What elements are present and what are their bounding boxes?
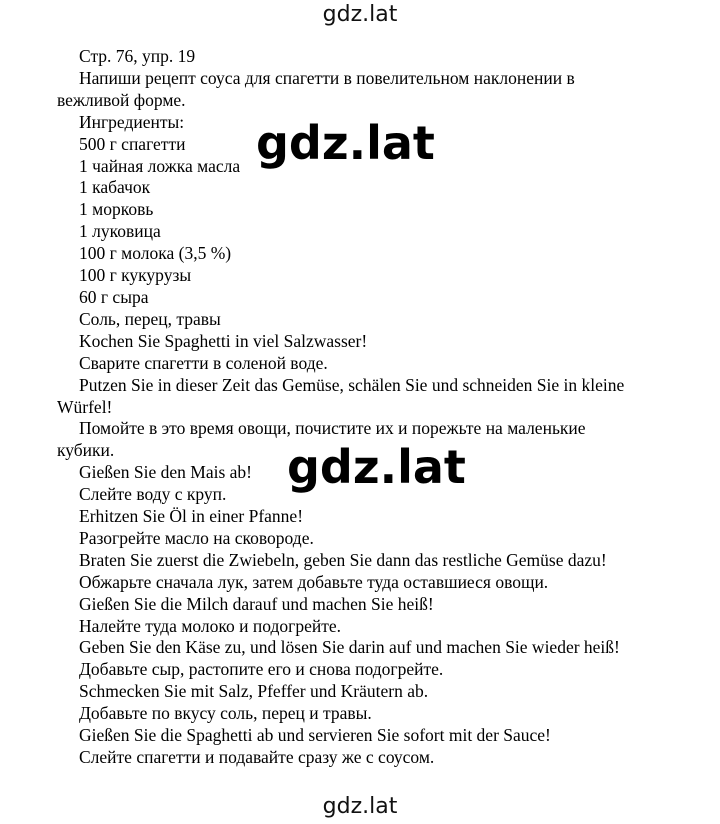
watermark-bottom: gdz.lat <box>322 794 398 819</box>
document-line: Würfel! <box>57 396 113 417</box>
document-line: Сварите спагетти в соленой воде. <box>79 352 328 373</box>
document-line: Добавьте сыр, растопите его и снова подогрейте. <box>79 659 444 680</box>
document-line: 100 г кукурузы <box>79 265 192 286</box>
document-line: 1 луковица <box>79 221 161 242</box>
document-line: Слейте воду с круп. <box>79 484 227 505</box>
document-line: Стр. 76, упр. 19 <box>79 46 196 66</box>
document-line: Gießen Sie die Spaghetti ab und servieren Sie sofort mit der Sauce! <box>79 725 551 746</box>
document-line: Geben Sie den Käse zu, und lösen Sie darin auf und machen Sie wieder heiß! <box>79 637 620 658</box>
document-line: 1 чайная ложка масла <box>79 155 241 176</box>
document-line: Ингредиенты: <box>79 111 185 132</box>
document-line: Gießen Sie den Mais ab! <box>79 462 253 483</box>
document-line: 100 г молока (3,5 %) <box>79 243 232 264</box>
document-line: Добавьте по вкусу соль, перец и травы. <box>79 703 372 724</box>
document-line: Kochen Sie Spaghetti in viel Salzwasser! <box>79 330 368 351</box>
document-line: Разогрейте масло на сковороде. <box>79 527 314 548</box>
document-line: 60 г сыра <box>79 286 149 307</box>
document-line: Налейте туда молоко и подогрейте. <box>79 615 341 636</box>
document-line: Gießen Sie die Milch darauf und machen Sie heiß! <box>79 593 434 614</box>
watermark-middle-1: gdz.lat <box>256 116 435 170</box>
document-line: 500 г спагетти <box>79 133 186 154</box>
document-line: 1 кабачок <box>79 177 151 198</box>
document-line: кубики. <box>57 440 115 461</box>
document-line: Обжарьте сначала лук, затем добавьте туда оставшиеся овощи. <box>79 571 549 592</box>
document-line: Помойте в это время овощи, почистите их и порежьте на маленькие <box>79 418 586 439</box>
document-line: Напиши рецепт соуса для спагетти в повелительном наклонении в <box>79 67 575 88</box>
watermark-middle-2: gdz.lat <box>287 440 466 494</box>
document-line: Соль, перец, травы <box>79 308 221 329</box>
document-line: Braten Sie zuerst die Zwiebeln, geben Sie dann das restliche Gemüse dazu! <box>79 549 607 570</box>
document-line: Erhitzen Sie Öl in einer Pfanne! <box>79 506 304 527</box>
document-line: Schmecken Sie mit Salz, Pfeffer und Kräutern ab. <box>79 681 429 702</box>
document-line: Слейте спагетти и подавайте сразу же с соусом. <box>79 747 435 767</box>
document-line: 1 морковь <box>79 199 154 220</box>
document-line: вежливой форме. <box>57 89 186 110</box>
document-line: Putzen Sie in dieser Zeit das Gemüse, schälen Sie und schneiden Sie in kleine <box>79 374 625 395</box>
watermark-top: gdz.lat <box>322 2 398 27</box>
